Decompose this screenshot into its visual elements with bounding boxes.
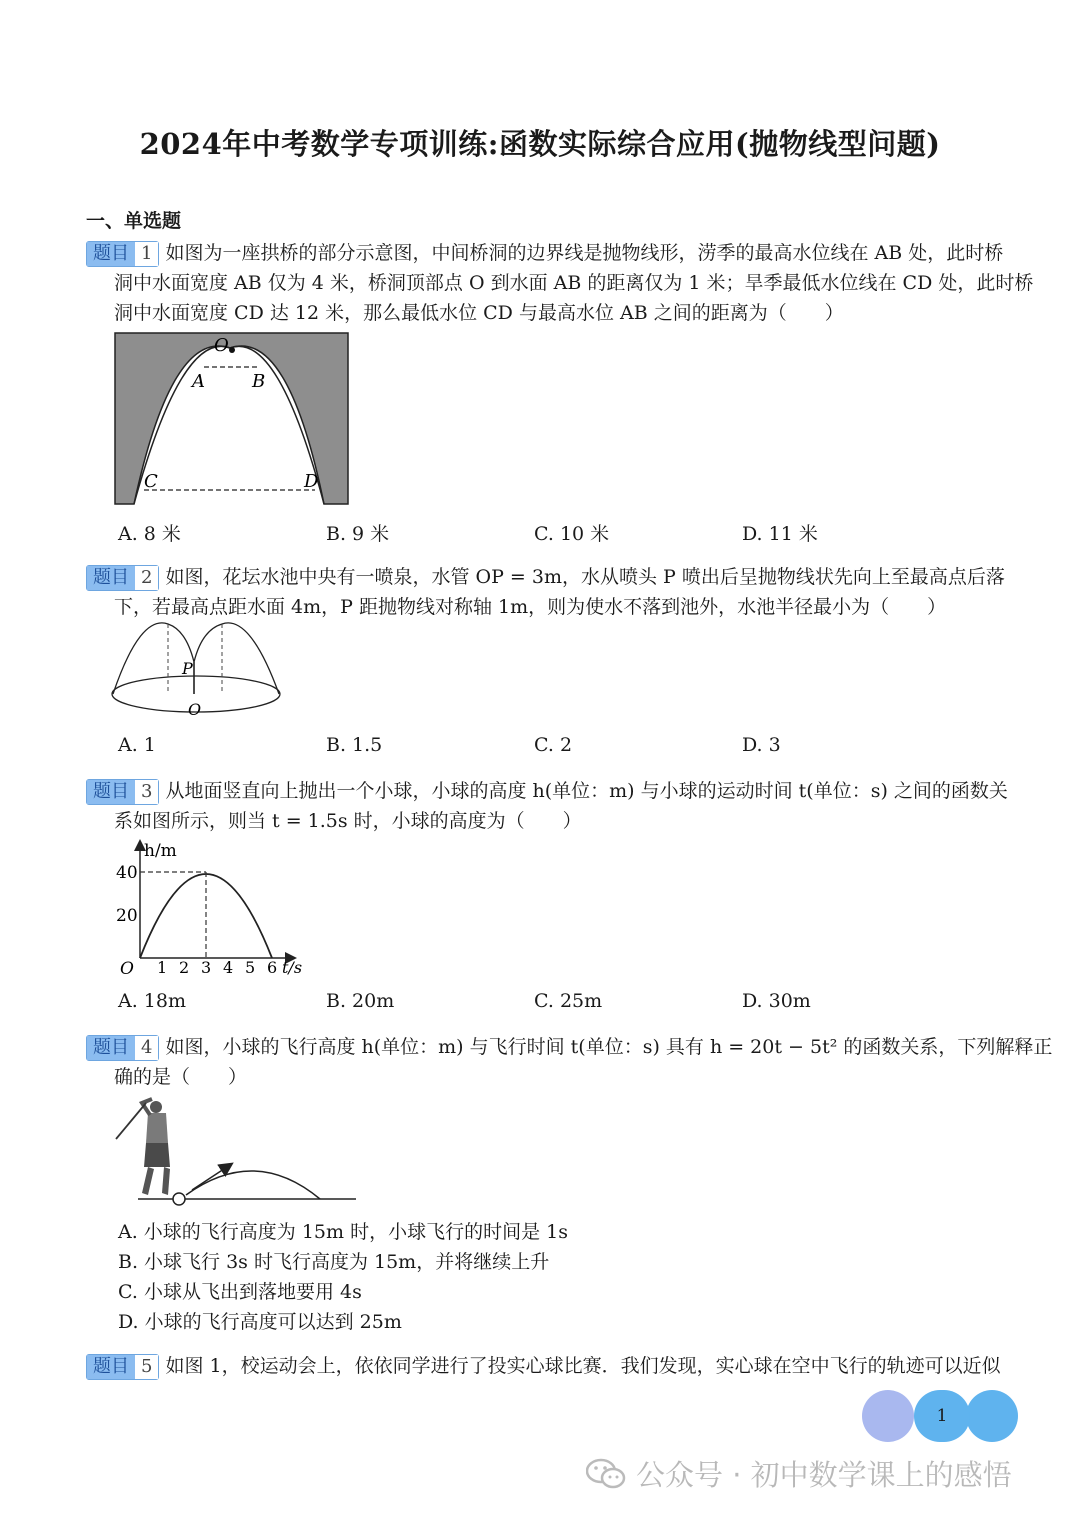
x-tick-5: 5 <box>245 958 256 977</box>
option-a[interactable]: A. 18m <box>118 990 186 1012</box>
section-heading: 一、单选题 <box>86 210 182 232</box>
question-2 <box>86 562 1005 622</box>
question-5 <box>86 1351 1001 1381</box>
option-a[interactable]: A. 1 <box>118 734 156 756</box>
question-text: 下，若最高点距水面 4m，P 距抛物线对称轴 1m，则为使水不落到池外，水池半径最小为（ ） <box>114 596 947 618</box>
y-tick-20: 20 <box>116 906 138 926</box>
question-text: 系如图所示，则当 t = 1.5s 时，小球的高度为（ ） <box>114 810 582 832</box>
question-text: 如图 1，校运动会上，依依同学进行了投实心球比赛．我们发现，实心球在空中飞行的轨迹可以近似 <box>165 1355 1001 1377</box>
option-b[interactable]: B. 9 米 <box>326 523 390 545</box>
label-d: D <box>304 471 319 492</box>
question-text: 如图，小球的飞行高度 h(单位：m) 与飞行时间 t(单位：s) 具有 h = 20t − 5t² 的函数关系，下列解释正 <box>165 1036 1053 1058</box>
question-1 <box>86 238 1034 328</box>
option-a[interactable]: A. 小球的飞行高度为 15m 时，小球飞行的时间是 1s <box>118 1221 568 1243</box>
option-d[interactable]: D. 30m <box>742 990 811 1012</box>
tag-label: 题目 <box>87 780 135 804</box>
question-text: 洞中水面宽度 AB 仅为 4 米，桥洞顶部点 O 到水面 AB 的距离仅为 1 米；旱季最低水位线在 CD 处，此时桥 <box>114 272 1034 294</box>
label-p: P <box>182 659 193 678</box>
question-tag <box>86 241 159 267</box>
option-d[interactable]: D. 小球的飞行高度可以达到 25m <box>118 1311 402 1333</box>
label-o: O <box>214 335 229 356</box>
height-time-graph <box>112 838 312 980</box>
options-q1 <box>118 519 950 546</box>
arch-bridge-figure <box>112 330 352 510</box>
x-tick-4: 4 <box>223 958 234 977</box>
question-tag <box>86 1035 159 1061</box>
question-text: 洞中水面宽度 CD 达 12 米，那么最低水位 CD 与最高水位 AB 之间的距离为（ ） <box>114 302 844 324</box>
page-title: 2024年中考数学专项训练:函数实际综合应用(抛物线型问题) <box>139 127 941 161</box>
tag-label: 题目 <box>87 1355 135 1379</box>
golfer-icon <box>116 1099 170 1195</box>
x-tick-6: 6 <box>267 958 278 977</box>
question-number: 4 <box>135 1036 158 1060</box>
question-text: 如图为一座拱桥的部分示意图，中间桥洞的边界线是抛物线形，涝季的最高水位线在 AB 处，此时桥 <box>165 242 1004 264</box>
question-4 <box>86 1032 1053 1092</box>
question-number: 5 <box>135 1355 158 1379</box>
option-a[interactable]: A. 8 米 <box>118 523 181 545</box>
golfer-figure <box>112 1095 362 1207</box>
watermark-text: 公众号 · 初中数学课上的感悟 <box>636 1458 1012 1492</box>
label-o: O <box>188 700 202 719</box>
tag-label: 题目 <box>87 566 135 590</box>
option-b[interactable]: B. 20m <box>326 990 395 1012</box>
x-axis-label: t/s <box>282 958 303 977</box>
label-a: A <box>192 371 205 392</box>
options-q3 <box>118 990 950 1012</box>
option-d[interactable]: D. 3 <box>742 734 781 756</box>
page-badge-left <box>862 1390 914 1442</box>
tag-label: 题目 <box>87 1036 135 1060</box>
option-c[interactable]: C. 小球从飞出到落地要用 4s <box>118 1281 362 1303</box>
question-number: 2 <box>135 566 158 590</box>
question-tag <box>86 1354 159 1380</box>
label-b: B <box>252 371 266 392</box>
question-tag <box>86 565 159 591</box>
option-c[interactable]: C. 10 米 <box>534 523 610 545</box>
page-number: 1 <box>914 1390 970 1442</box>
label-c: C <box>144 471 158 492</box>
wechat-icon <box>586 1457 626 1498</box>
question-text: 确的是（ ） <box>114 1066 248 1088</box>
page-badge-right <box>966 1390 1018 1442</box>
options-q2 <box>118 734 950 756</box>
options-q4 <box>118 1217 568 1337</box>
question-text: 如图，花坛水池中央有一喷泉，水管 OP = 3m，水从喷头 P 喷出后呈抛物线状先向上至最高点后落 <box>165 566 1005 588</box>
question-number: 3 <box>135 780 158 804</box>
option-b[interactable]: B. 小球飞行 3s 时飞行高度为 15m，并将继续上升 <box>118 1251 550 1273</box>
question-3 <box>86 776 1008 836</box>
y-tick-40: 40 <box>116 863 138 883</box>
question-tag <box>86 779 159 805</box>
tag-label: 题目 <box>87 242 135 266</box>
option-d[interactable]: D. 11 米 <box>742 523 818 545</box>
origin-label: O <box>120 959 134 979</box>
option-c[interactable]: C. 25m <box>534 990 603 1012</box>
watermark <box>586 1453 1012 1498</box>
fountain-figure <box>110 622 285 720</box>
y-axis-label: h/m <box>144 841 177 861</box>
option-b[interactable]: B. 1.5 <box>326 734 383 756</box>
x-tick-1: 1 <box>157 958 168 977</box>
question-number: 1 <box>135 242 158 266</box>
option-c[interactable]: C. 2 <box>534 734 573 756</box>
question-text: 从地面竖直向上抛出一个小球，小球的高度 h(单位：m) 与小球的运动时间 t(单位：s) 之间的函数关 <box>165 780 1008 802</box>
x-tick-3: 3 <box>201 958 212 977</box>
x-tick-2: 2 <box>179 958 190 977</box>
